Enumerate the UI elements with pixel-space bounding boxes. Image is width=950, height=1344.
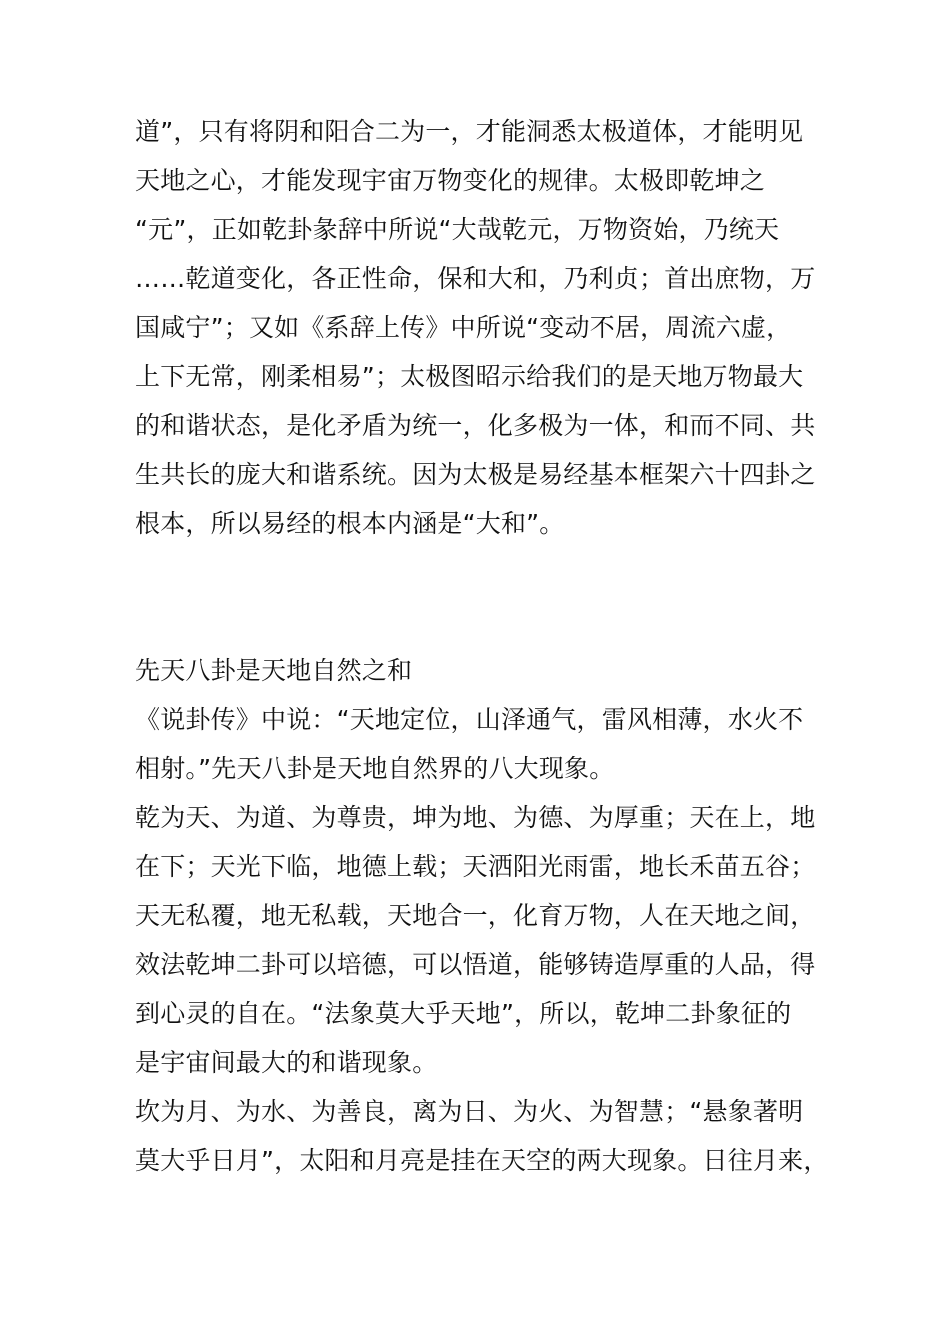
text-line: 到心灵的自在。“法象莫大乎天地”，所以，乾坤二卦象征的 (135, 999, 792, 1028)
text-line: “元”，正如乾卦彖辞中所说“大哉乾元，万物资始，乃统天 (135, 215, 780, 244)
text-line: 在下；天光下临，地德上载；天洒阳光雨雷，地长禾苗五谷； (135, 852, 816, 881)
text-line: 乾为天、为道、为尊贵，坤为地、为德、为厚重；天在上，地 (135, 803, 816, 832)
text-line: 生共长的庞大和谐系统。因为太极是易经基本框架六十四卦之 (135, 460, 816, 489)
text-line: 天地之心，才能发现宇宙万物变化的规律。太极即乾坤之 (135, 166, 766, 195)
text-line: 效法乾坤二卦可以培德，可以悟道，能够铸造厚重的人品，得 (135, 950, 816, 979)
text-line: 坎为月、为水、为善良，离为日、为火、为智慧；“悬象著明 (135, 1097, 804, 1126)
text-line: 相射。”先天八卦是天地自然界的八大现象。 (135, 754, 615, 783)
text-line: 《说卦传》中说：“天地定位，山泽通气，雷风相薄，水火不 (135, 705, 804, 734)
section-heading: 先天八卦是天地自然之和 (135, 656, 413, 685)
text-line: 道”，只有将阴和阳合二为一，才能洞悉太极道体，才能明见 (135, 117, 804, 146)
text-line: 国咸宁”；又如《系辞上传》中所说“变动不居，周流六虚， (135, 313, 792, 342)
text-line: ……乾道变化，各正性命，保和大和，乃利贞；首出庶物，万 (135, 264, 816, 293)
text-line: 上下无常，刚柔相易”；太极图昭示给我们的是天地万物最大 (135, 362, 804, 391)
text-line: 天无私覆，地无私载，天地合一，化育万物，人在天地之间， (135, 901, 816, 930)
text-line: 莫大乎日月”，太阳和月亮是挂在天空的两大现象。日往月来， (135, 1146, 829, 1175)
text-line: 根本，所以易经的根本内涵是“大和”。 (135, 509, 565, 538)
text-line: 是宇宙间最大的和谐现象。 (135, 1048, 438, 1077)
text-line: 的和谐状态，是化矛盾为统一，化多极为一体，和而不同、共 (135, 411, 816, 440)
